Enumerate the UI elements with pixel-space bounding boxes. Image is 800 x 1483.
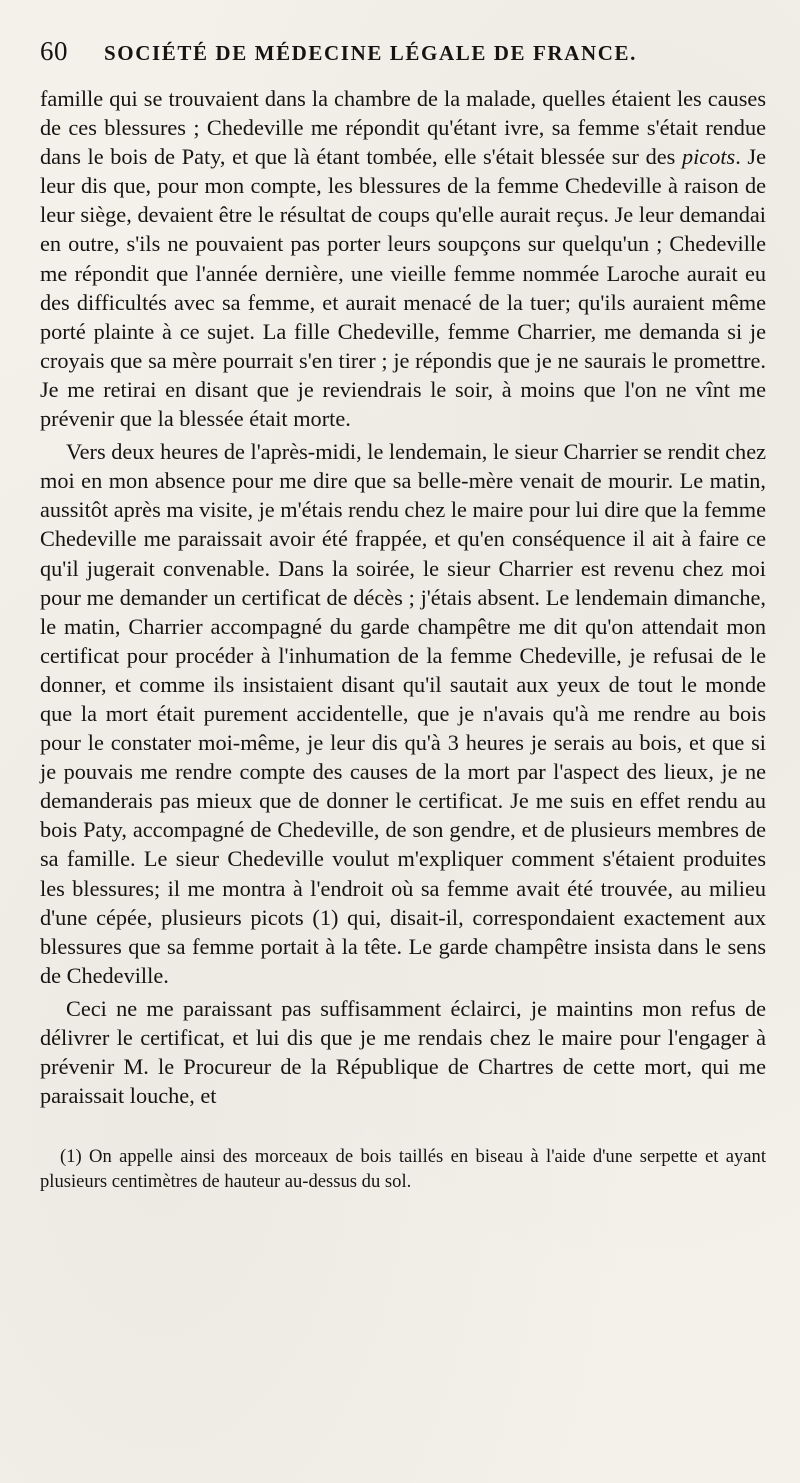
paragraph-2: Vers deux heures de l'après-midi, le lendemain, le sieur Charrier se rendit chez moi en mon absence pour me dire que sa belle-mère venait de mourir. Le matin, aussitôt après ma visite, je m'étais rendu chez le maire pour lui dire que la femme Chedeville me paraissait avoir été frappée, et qu'en conséquence il ait à faire ce qu'il jugerait convenable. Dans la soirée, le sieur Charrier est revenu chez moi pour me demander un certificat de décès ; j'étais absent. Le lendemain dimanche, le matin, Charrier accompagné du garde champêtre me dit qu'on attendait mon certificat pour procéder à l'inhumation de la femme Chedeville, je refusai de le donner, et comme ils insistaient disant qu'il sautait aux yeux de tout le monde que la mort était purement accidentelle, que je n'avais qu'à me rendre au bois pour le constater moi-même, je leur dis qu'à 3 heures je serais au bois, et que si je pouvais me rendre compte des causes de la mort par l'aspect des lieux, je ne demanderais pas mieux que de donner le certificat. Je me suis en effet rendu au bois Paty, accompagné de Chedeville, de son gendre, et de plusieurs membres de sa famille. Le sieur Chedeville voulut m'expliquer comment s'étaient produites les blessures; il me montra à l'endroit où sa femme avait été trouvée, au milieu d'une cépée, plusieurs picots (1) qui, disait-il, correspondaient exactement aux blessures que sa femme portait à la tête. Le garde champêtre insista dans le sens de Chedeville.: [40, 439, 766, 988]
running-head: [40, 36, 766, 78]
body-text: [40, 84, 766, 1110]
italic-term-picots: picots: [681, 144, 736, 170]
page-number: 60: [40, 36, 68, 66]
paragraph-1-text-a: famille qui se trouvaient dans la chambre de la malade, quelles étaient les causes de ces blessures ; Chedeville me répondit qu'étant ivre, sa femme s'était rendue dans le bois de Paty, et que là étant tombée, elle s'était blessée sur des: [40, 86, 766, 170]
running-head-title: SOCIÉTÉ DE MÉDECINE LÉGALE DE FRANCE.: [104, 41, 637, 65]
footnote: (1) On appelle ainsi des morceaux de bois taillés en biseau à l'aide d'une serpette et ayant plusieurs centimètres de hauteur au-dessus du sol.: [40, 1146, 766, 1193]
paragraph-1: [40, 84, 766, 433]
paragraph-1-text-b: . Je leur dis que, pour mon compte, les blessures de la femme Chedeville à raison de leur siège, devaient être le résultat de coups qu'elle aurait reçus. Je leur demandai en outre, s'ils ne pouvaient pas porter leurs soupçons sur quelqu'un ; Chedeville me répondit que l'année dernière, une vieille femme nommée Laroche aurait eu des difficultés avec sa femme, et aurait menacé de la tuer; qu'ils auraient même porté plainte à ce sujet. La fille Chedeville, femme Charrier, me demanda si je croyais que sa mère pourrait s'en tirer ; je répondis que je ne saurais le promettre. Je me retirai en disant que je reviendrais le soir, à moins que l'on ne vînt me prévenir que la blessée était morte.: [40, 144, 766, 432]
paragraph-3: Ceci ne me paraissant pas suffisamment éclairci, je maintins mon refus de délivrer le certificat, et lui dis que je me rendais chez le maire pour l'engager à prévenir M. le Procureur de la République de Chartres de cette mort, qui me paraissait louche, et: [40, 995, 766, 1109]
